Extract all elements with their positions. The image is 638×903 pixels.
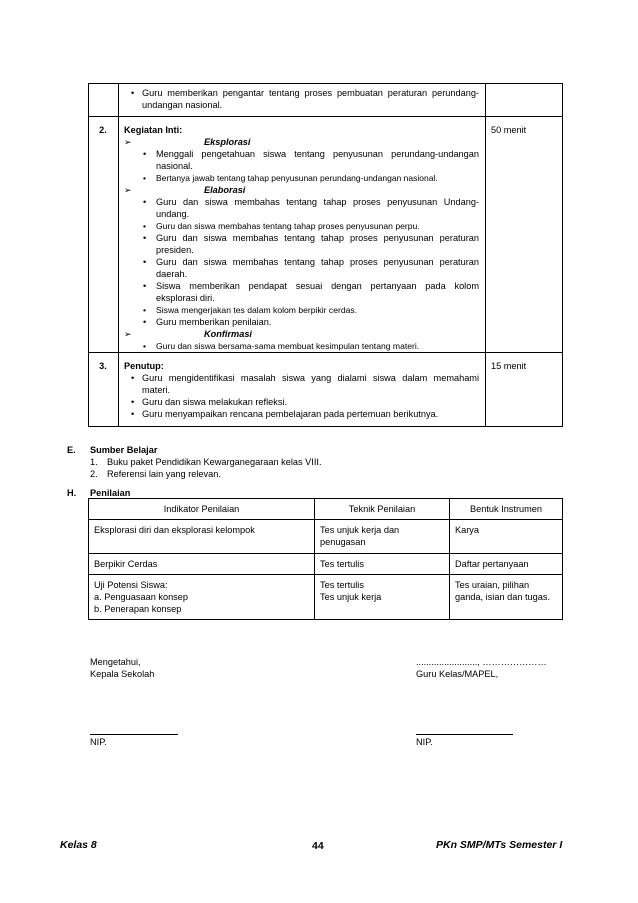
subsection-label: Elaborasi [204,185,246,195]
subsection-label: Eksplorasi [204,137,251,147]
activity-title: Kegiatan Inti: [124,125,183,135]
activity-row-intro [89,84,563,117]
bullet-list [124,372,479,420]
row-number: 2. [99,125,107,135]
activity-row-core [89,117,563,353]
reference-number: 1. [90,457,98,467]
table-cell: b. Penerapan konsep [94,604,182,614]
signature-line-right [416,734,513,735]
list-item: • Guru dan siswa melakukan refleksi. [124,396,479,408]
subsection-heading [124,184,479,196]
activity-table [88,83,563,427]
reference-number: 2. [90,469,98,479]
list-item: • Bertanya jawab tentang tahap penyusunan perundang-undangan nasional. [124,172,479,184]
reference-item: Referensi lain yang relevan. [107,469,221,479]
table-cell: Tes uraian, pilihan [455,580,530,590]
table-row [89,554,563,575]
footer-subject: PKn SMP/MTs Semester I [436,839,563,851]
signature-left-line2: Kepala Sekolah [90,669,155,679]
table-cell: Tes unjuk kerja dan [320,525,400,535]
row-number: 3. [99,361,107,371]
list-item: • Guru dan siswa membahas tentang tahap proses penyusunan peraturan presiden. [124,232,479,256]
list-item: • Guru menyampaikan rencana pembelajaran pada pertemuan berikutnya. [124,408,479,420]
bullet-list [124,196,479,328]
assessment-table [88,498,563,620]
arrow-icon: ➢ [124,137,132,147]
list-item: • Guru memberikan penilaian. [124,316,479,328]
signature-left-line1: Mengetahui, [90,657,141,667]
section-e-title: Sumber Belajar [90,445,158,455]
table-row [89,520,563,554]
table-cell: a. Penguasaan konsep [94,592,188,602]
table-cell: Karya [455,525,480,535]
list-item: • Guru dan siswa membahas tentang tahap proses penyusunan peraturan daerah. [124,256,479,280]
bullet-list [124,87,479,111]
duration [486,84,562,91]
table-cell: Eksplorasi diri dan eksplorasi kelompok [94,525,255,535]
section-e-letter: E. [67,445,76,455]
list-item: • Siswa memberikan pendapat sesuai dengan pertanyaan pada kolom eksplorasi diri. [124,280,479,304]
list-item: • Guru dan siswa membahas tentang tahap proses penyusunan perpu. [124,220,479,232]
table-header-row [89,499,563,520]
page-number: 44 [312,840,324,852]
reference-item: Buku paket Pendidikan Kewarganegaraan kelas VIII. [107,457,322,467]
list-item: • Guru memberikan pengantar tentang proses pembuatan peraturan perundang-undangan nasional. [124,87,479,111]
signature-right-nip: NIP. [416,737,433,747]
row-number [89,84,118,94]
duration: 15 menit [491,361,527,371]
list-item: • Guru mengidentifikasi masalah siswa yang dialami siswa dalam memahami materi. [124,372,479,396]
duration: 50 menit [491,125,527,135]
arrow-icon: ➢ [124,329,132,339]
table-cell: Tes tertulis [320,580,364,590]
list-item: • Guru dan siswa bersama-sama membuat kesimpulan tentang materi. [124,340,479,352]
section-h-letter: H. [67,488,77,498]
signature-left-nip: NIP. [90,737,107,747]
table-cell: Berpikir Cerdas [94,559,158,569]
column-header: Teknik Penilaian [315,499,450,520]
arrow-icon: ➢ [124,185,132,195]
column-header: Indikator Penilaian [89,499,315,520]
table-row [89,575,563,620]
section-h-title: Penilaian [90,488,131,498]
table-cell: Tes unjuk kerja [320,592,382,602]
table-cell: Daftar pertanyaan [455,559,529,569]
list-item: • Siswa mengerjakan tes dalam kolom berpikir cerdas. [124,304,479,316]
signature-right-line2: Guru Kelas/MAPEL, [416,669,499,679]
column-header: Bentuk Instrumen [450,499,563,520]
footer-class: Kelas 8 [60,839,97,851]
list-item: • Guru dan siswa membahas tentang tahap proses penyusunan Undang-undang. [124,196,479,220]
bullet-list [124,340,479,352]
list-item: • Menggali pengetahuan siswa tentang penyusunan perundang-undangan nasional. [124,148,479,172]
activity-title: Penutup: [124,361,164,371]
activity-row-closing [89,353,563,427]
signature-line-left [90,734,178,735]
signature-right-line1: ........................, ………………… [416,657,547,667]
subsection-label: Konfirmasi [204,329,252,339]
table-cell: ganda, isian dan tugas. [455,592,551,602]
subsection-heading [124,328,479,340]
subsection-heading [124,136,479,148]
table-cell: Uji Potensi Siswa: [94,580,168,590]
bullet-list [124,148,479,184]
table-cell: Tes tertulis [320,559,364,569]
table-cell: penugasan [320,537,366,547]
